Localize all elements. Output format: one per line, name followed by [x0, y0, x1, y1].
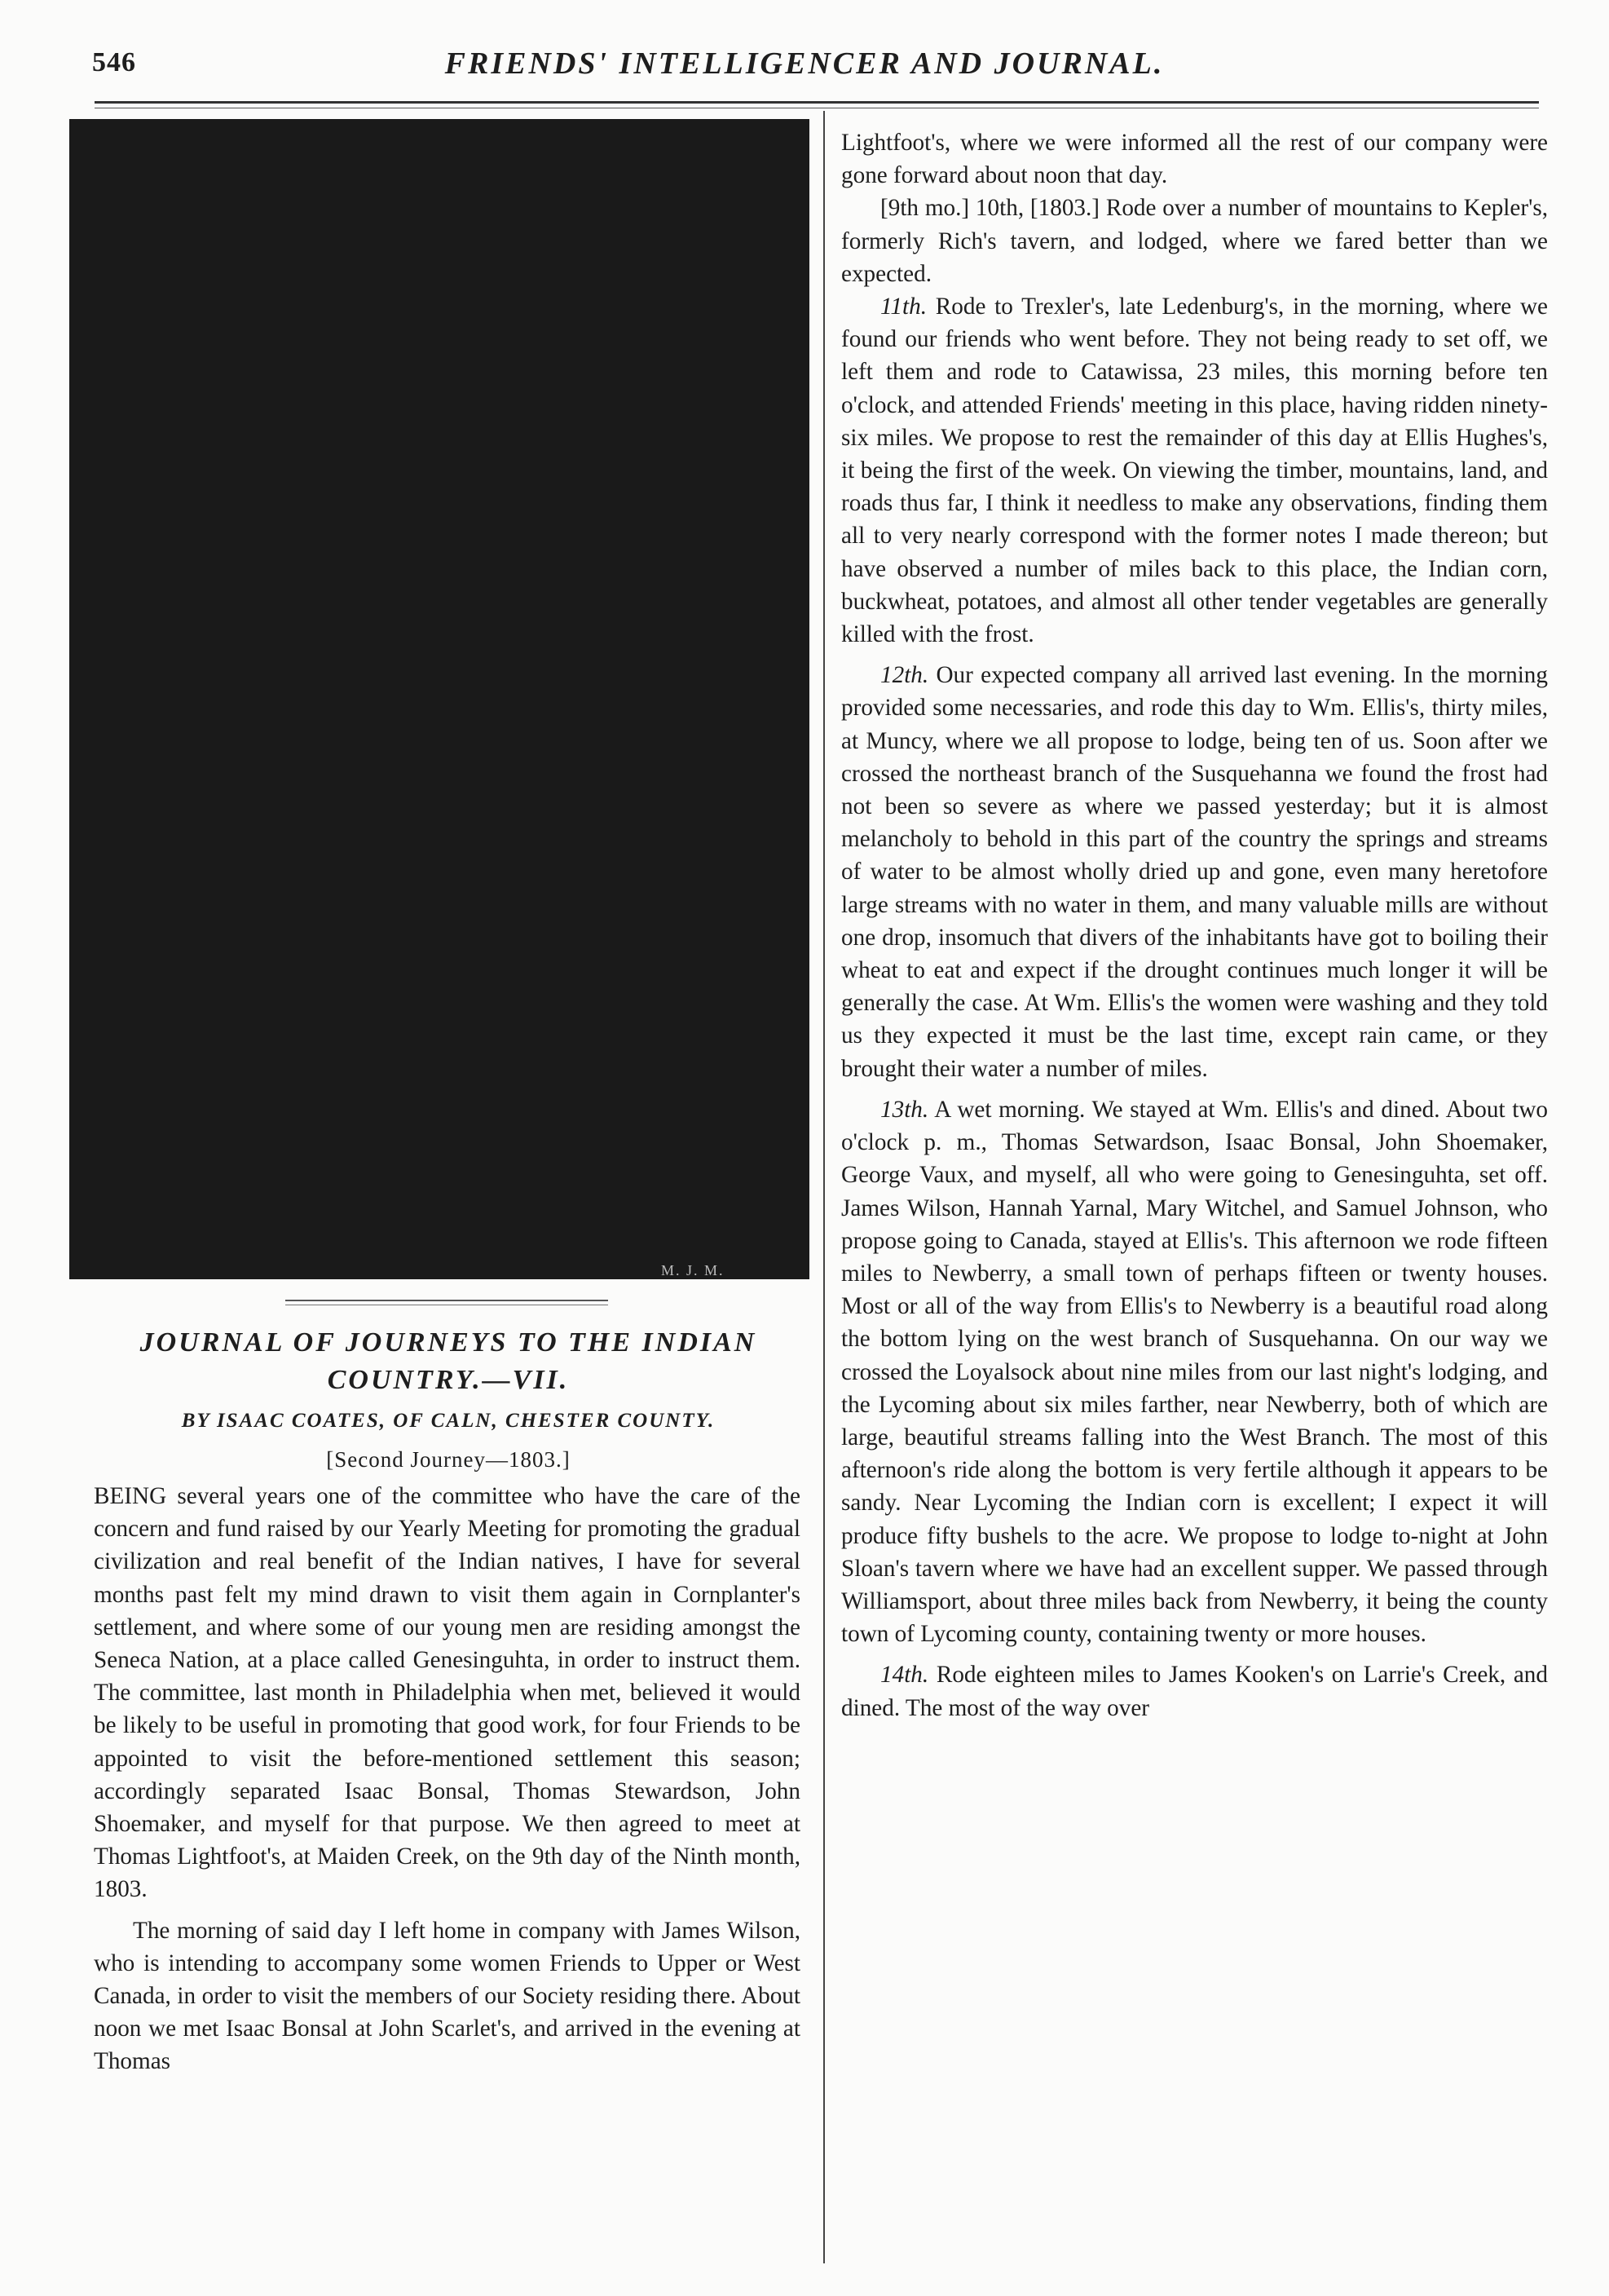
entry-date: 12th.: [880, 662, 929, 689]
article-byline: BY ISAAC COATES, OF CALN, CHESTER COUNTY.: [181, 1410, 716, 1432]
running-title: FRIENDS' INTELLIGENCER AND JOURNAL.: [444, 46, 1165, 81]
entry-date: 13th.: [880, 1096, 929, 1123]
entry-text: A wet morning. We stayed at Wm. Ellis's and dined. About two o'clock p. m., Thomas Setwardson, Isaac Bonsal, John Shoemaker, George Vaux, and myself, all who were going to Genesinguhta, set off. James Wilson, Hannah Yarnal, Mary Witchel, and Samuel Johnson, who propose going to Canada, stayed at Ellis's. This afternoon we rode fifteen miles to Newberry, a small town of perhaps fifteen or twenty houses. Most or all of the way from Ellis's to Newberry is a beautiful road along the bottom lying on the west branch of Susquehanna. On our way we crossed the Loyalsock about nine miles from our last night's lodging, and the Lycoming about six miles farther, near Newberry, both of which are large, beautiful streams falling into the West Branch. The most of this afternoon's ride along the bottom is very fertile although it appears to be sandy. Near Lycoming the Indian corn is excellent; I expect it will produce fifty bushels to the acre. We propose to lodge to-night at John Sloan's tavern where we have had an excellent supper. We passed through Williamsport, about three miles back from Newberry, it being the county town of Lycoming county, containing twenty or more houses.: [841, 1096, 1548, 1648]
section-rule: [285, 1300, 608, 1305]
entry-text: Rode to Trexler's, late Ledenburg's, in the morning, where we found our friends who went before. They not being ready to set off, we left them and rode to Catawissa, 23 miles, this morning before ten o'clock, and attended Friends' meeting in this place, having ridden ninety-six miles. We propose to rest the remainder of this day at Ellis Hughes's, it being the first of the week. On viewing the timber, mountains, land, and roads thus far, I think it needless to make any observations, finding them all to very nearly correspond with the former notes I made thereon; but have observed a number of miles back to this place, the Indian corn, buckwheat, potatoes, and almost all other tender vegetables are generally killed with the frost.: [841, 294, 1548, 648]
entry-text: Rode over a number of mountains to Kepler's, formerly Rich's tavern, and lodged, where we fared better than we expected.: [841, 195, 1549, 287]
entry-date: [9th mo.] 10th, [1803.]: [880, 195, 1100, 222]
redacted-image: [69, 119, 809, 1279]
page-number: 546: [92, 47, 136, 77]
image-caption: M. J. M.: [661, 1262, 725, 1278]
paragraph: The morning of said day I left home in company with James Wilson, who is intending to accompany some women Friends to Upper or West Canada, in order to visit the members of our Society residing there. About noon we met Isaac Bonsal at John Scarlet's, and arrived in the evening at Thomas: [94, 1917, 800, 2075]
article-subhead: [Second Journey—1803.]: [326, 1447, 571, 1472]
column-divider: [823, 111, 825, 2263]
left-column: [94, 1480, 800, 2078]
paragraph: BEING several years one of the committee who have the care of the concern and fund raised by our Yearly Meeting for promoting the gradual civilization and real benefit of the Indian natives, I have for several months past felt my mind drawn to visit them again in Cornplanter's settlement, and where some of our young men are residing amongst the Seneca Nation, at a place called Genesinguhta, in order to instruct them. The committee, last month in Philadelphia when met, believed it would be likely to be useful in promoting that good work, for four Friends to be appointed to visit the before-mentioned settlement this season; accordingly separated Isaac Bonsal, Thomas Stewardson, John Shoemaker, and myself for that purpose. We then agreed to meet at Thomas Lightfoot's, at Maiden Creek, on the 9th day of the Ninth month, 1803.: [94, 1483, 800, 1903]
paragraph: [841, 659, 1548, 1085]
paragraph: [841, 1093, 1548, 1650]
entry-text: Our expected company all arrived last evening. In the morning provided some necessaries, and rode this day to Wm. Ellis's, thirty miles, at Muncy, where we all propose to lodge, being ten of us. Soon after we crossed the northeast branch of the Susquehanna we found the frost had not been so severe as where we passed yesterday; but it is almost melancholy to behold in this part of the country the springs and streams of water to be almost wholly dried up and gone, even many heretofore large streams with no water in them, and many valuable mills are without one drop, insomuch that divers of the inhabitants have got to boiling their wheat to eat and expect if the drought continues much longer it will be generally the case. At Wm. Ellis's the women were washing and they told us they expected it must be the last time, except rain came, or they brought their water a number of miles.: [841, 662, 1548, 1082]
entry-text: Rode eighteen miles to James Kooken's on Larrie's Creek, and dined. The most of the way over: [841, 1662, 1548, 1721]
right-column: [841, 126, 1548, 1724]
entry-date: 11th.: [880, 294, 928, 320]
header-rule: [95, 101, 1539, 108]
paragraph: [841, 290, 1548, 651]
paragraph: [841, 1658, 1548, 1724]
article-title: JOURNAL OF JOURNEYS TO THE INDIAN COUNTRY.—VII.: [139, 1327, 757, 1395]
entry-date: 14th.: [880, 1662, 929, 1689]
paragraph: Lightfoot's, where we were informed all the rest of our company were gone forward about noon that day.: [841, 130, 1548, 189]
paragraph: [841, 192, 1548, 290]
